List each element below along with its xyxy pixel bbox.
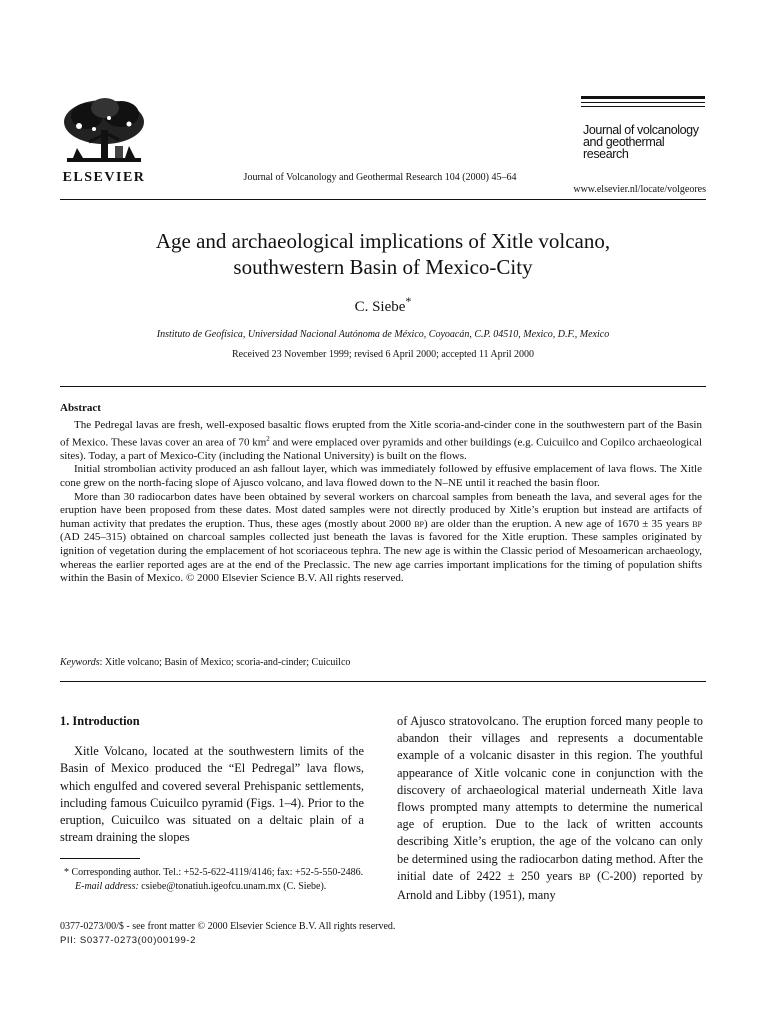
keywords-divider <box>60 681 706 682</box>
body-column-left <box>60 713 364 846</box>
journal-url-link[interactable]: www.elsevier.nl/locate/volgeores <box>573 184 706 195</box>
abstract-text: (AD 245–315) obtained on charcoal samples collected just beneath the lavas is favored for the Xitle eruption. These samples originated by ignition of vegetation during the emplacement of hot scoriaceous tephra. The new age is within the Classic period of Mesoamerican archaeology, whereas the earlier reported ages are at the end of the Preclassic. The new age carries important implications for the timing of population shifts within the Basin of Mexico. © 2000 Elsevier Science B.V. All rights reserved. <box>60 531 702 585</box>
issn-line: 0377-0273/00/$ - see front matter © 2000 Elsevier Science B.V. All rights reserved. <box>60 921 396 932</box>
abstract-paragraph <box>60 491 702 586</box>
journal-masthead <box>581 96 705 161</box>
copyright-footer <box>60 920 560 948</box>
publisher-logo <box>56 96 152 186</box>
abstract-paragraph <box>60 419 702 463</box>
title-line: southwestern Basin of Mexico-City <box>233 255 533 279</box>
journal-citation: Journal of Volcanology and Geothermal Research 104 (2000) 45–64 <box>243 172 517 183</box>
masthead-rule <box>581 106 705 107</box>
abstract-text: More than 30 radiocarbon dates have been obtained by several workers on charcoal samples from beneath the lava, and several ages for the eruption have been proposed from these dates. Most dated samples were not directly produced by Xitle’s eruption but instead are artifacts of human activity that predates the eruption. Thus, these ages (mostly about 2000 <box>60 490 702 530</box>
abstract-divider <box>60 386 706 387</box>
abstract-paragraph: Initial strombolian activity produced an ash fallout layer, which was immediately followed by effusive emplacement of lava flows. The Xitle cone grew on the north-facing slope of Ajusco volcano, and lava flowed down to the N–NE until it reached the basin floor. <box>60 463 702 490</box>
body-text: (C-200) reported by Arnold and Libby (1951), many <box>397 868 703 903</box>
body-paragraph <box>397 713 703 904</box>
small-caps-bp: BP <box>692 519 702 529</box>
small-caps-bp: BP <box>578 872 591 883</box>
section-heading: 1. Introduction <box>60 714 140 728</box>
superscript: 2 <box>266 434 270 443</box>
body-column-right <box>397 713 703 904</box>
abstract-body <box>60 419 702 586</box>
body-text: of Ajusco stratovolcano. The eruption forced many people to abandon their villages and represents a documentable example of a volcanic disaster in this region. The youthful appearance of Xitle volcanic cone in conjunction with the discovery of archaeological material underneath Xitle lava flows prompted many attempts to determine the numerical age of eruption. Due to the lack of written accounts describing Xitle’s eruption, the age of the volcano can only be determined using the radiocarbon dating method. After the initial date of 2422 ± 250 years <box>397 714 703 883</box>
footnote-text: Corresponding author. Tel.: +52-5-622-4119/4146; fax: +52-5-550-2486. <box>69 867 364 878</box>
body-paragraph: Xitle Volcano, located at the southwestern limits of the Basin of Mexico produced the “El Pedregal” lava flows, which engulfed and covered several Prehispanic settlements, including famous Cuicuilco pyramid (Figs. 1–4). Prior to the eruption, Cuicuilco was situated on a deltaic plain of a stream draining the slopes <box>60 744 364 845</box>
abstract-text: and were emplaced over pyramids and other buildings (e.g. Cuicuilco and Copilco archaeological sites). Today, a part of Mexico-City (including the National University) is built on the flows. <box>60 436 702 462</box>
keywords-list: : Xitle volcano; Basin of Mexico; scoria-and-cinder; Cuicuilco <box>99 657 351 668</box>
footnote <box>60 866 364 894</box>
email-address-link[interactable]: csiebe@tonatiuh.igeofcu.unam.mx (C. Siebe). <box>138 881 327 892</box>
author-affiliation: Instituto de Geofísica, Universidad Nacional Autónoma de México, Coyoacán, C.P. 04510, Mexico, D.F., Mexico <box>156 329 610 340</box>
small-caps-bp: BP <box>414 519 425 529</box>
received-dates: Received 23 November 1999; revised 6 April 2000; accepted 11 April 2000 <box>231 349 535 360</box>
email-label: E-mail address: <box>75 881 139 892</box>
corresponding-author-marker[interactable]: * <box>405 294 412 308</box>
author-line <box>60 294 706 316</box>
paper-title <box>60 228 706 280</box>
masthead-rule <box>581 96 705 99</box>
abstract-text: The Pedregal lavas are fresh, well-exposed basaltic flows erupted from the Xitle scoria-and-cinder cone in the southwestern part of the Basin of Mexico. These lavas cover an area of 70 km <box>60 419 702 449</box>
author-name: C. Siebe <box>354 299 406 315</box>
masthead-title <box>583 124 705 160</box>
footnote-divider <box>60 858 140 859</box>
footnote-marker: * <box>64 867 69 878</box>
masthead-line: and geothermal research <box>583 135 665 161</box>
elsevier-tree-icon <box>59 96 149 166</box>
footnote-email-line <box>60 880 364 894</box>
title-line: Age and archaeological implications of Xitle volcano, <box>155 229 611 253</box>
pii-line: PII: S0377-0273(00)00199-2 <box>60 935 197 946</box>
publisher-name: ELSEVIER <box>62 170 146 185</box>
masthead-line: Journal of volcanology <box>583 123 699 137</box>
abstract-heading: Abstract <box>60 402 101 414</box>
masthead-rule <box>581 102 705 103</box>
header-divider <box>60 199 706 200</box>
keywords-label: Keywords <box>60 657 100 668</box>
abstract-text: ) are older than the eruption. A new age of 1670 ± 35 years <box>424 517 693 530</box>
keywords <box>60 657 702 668</box>
